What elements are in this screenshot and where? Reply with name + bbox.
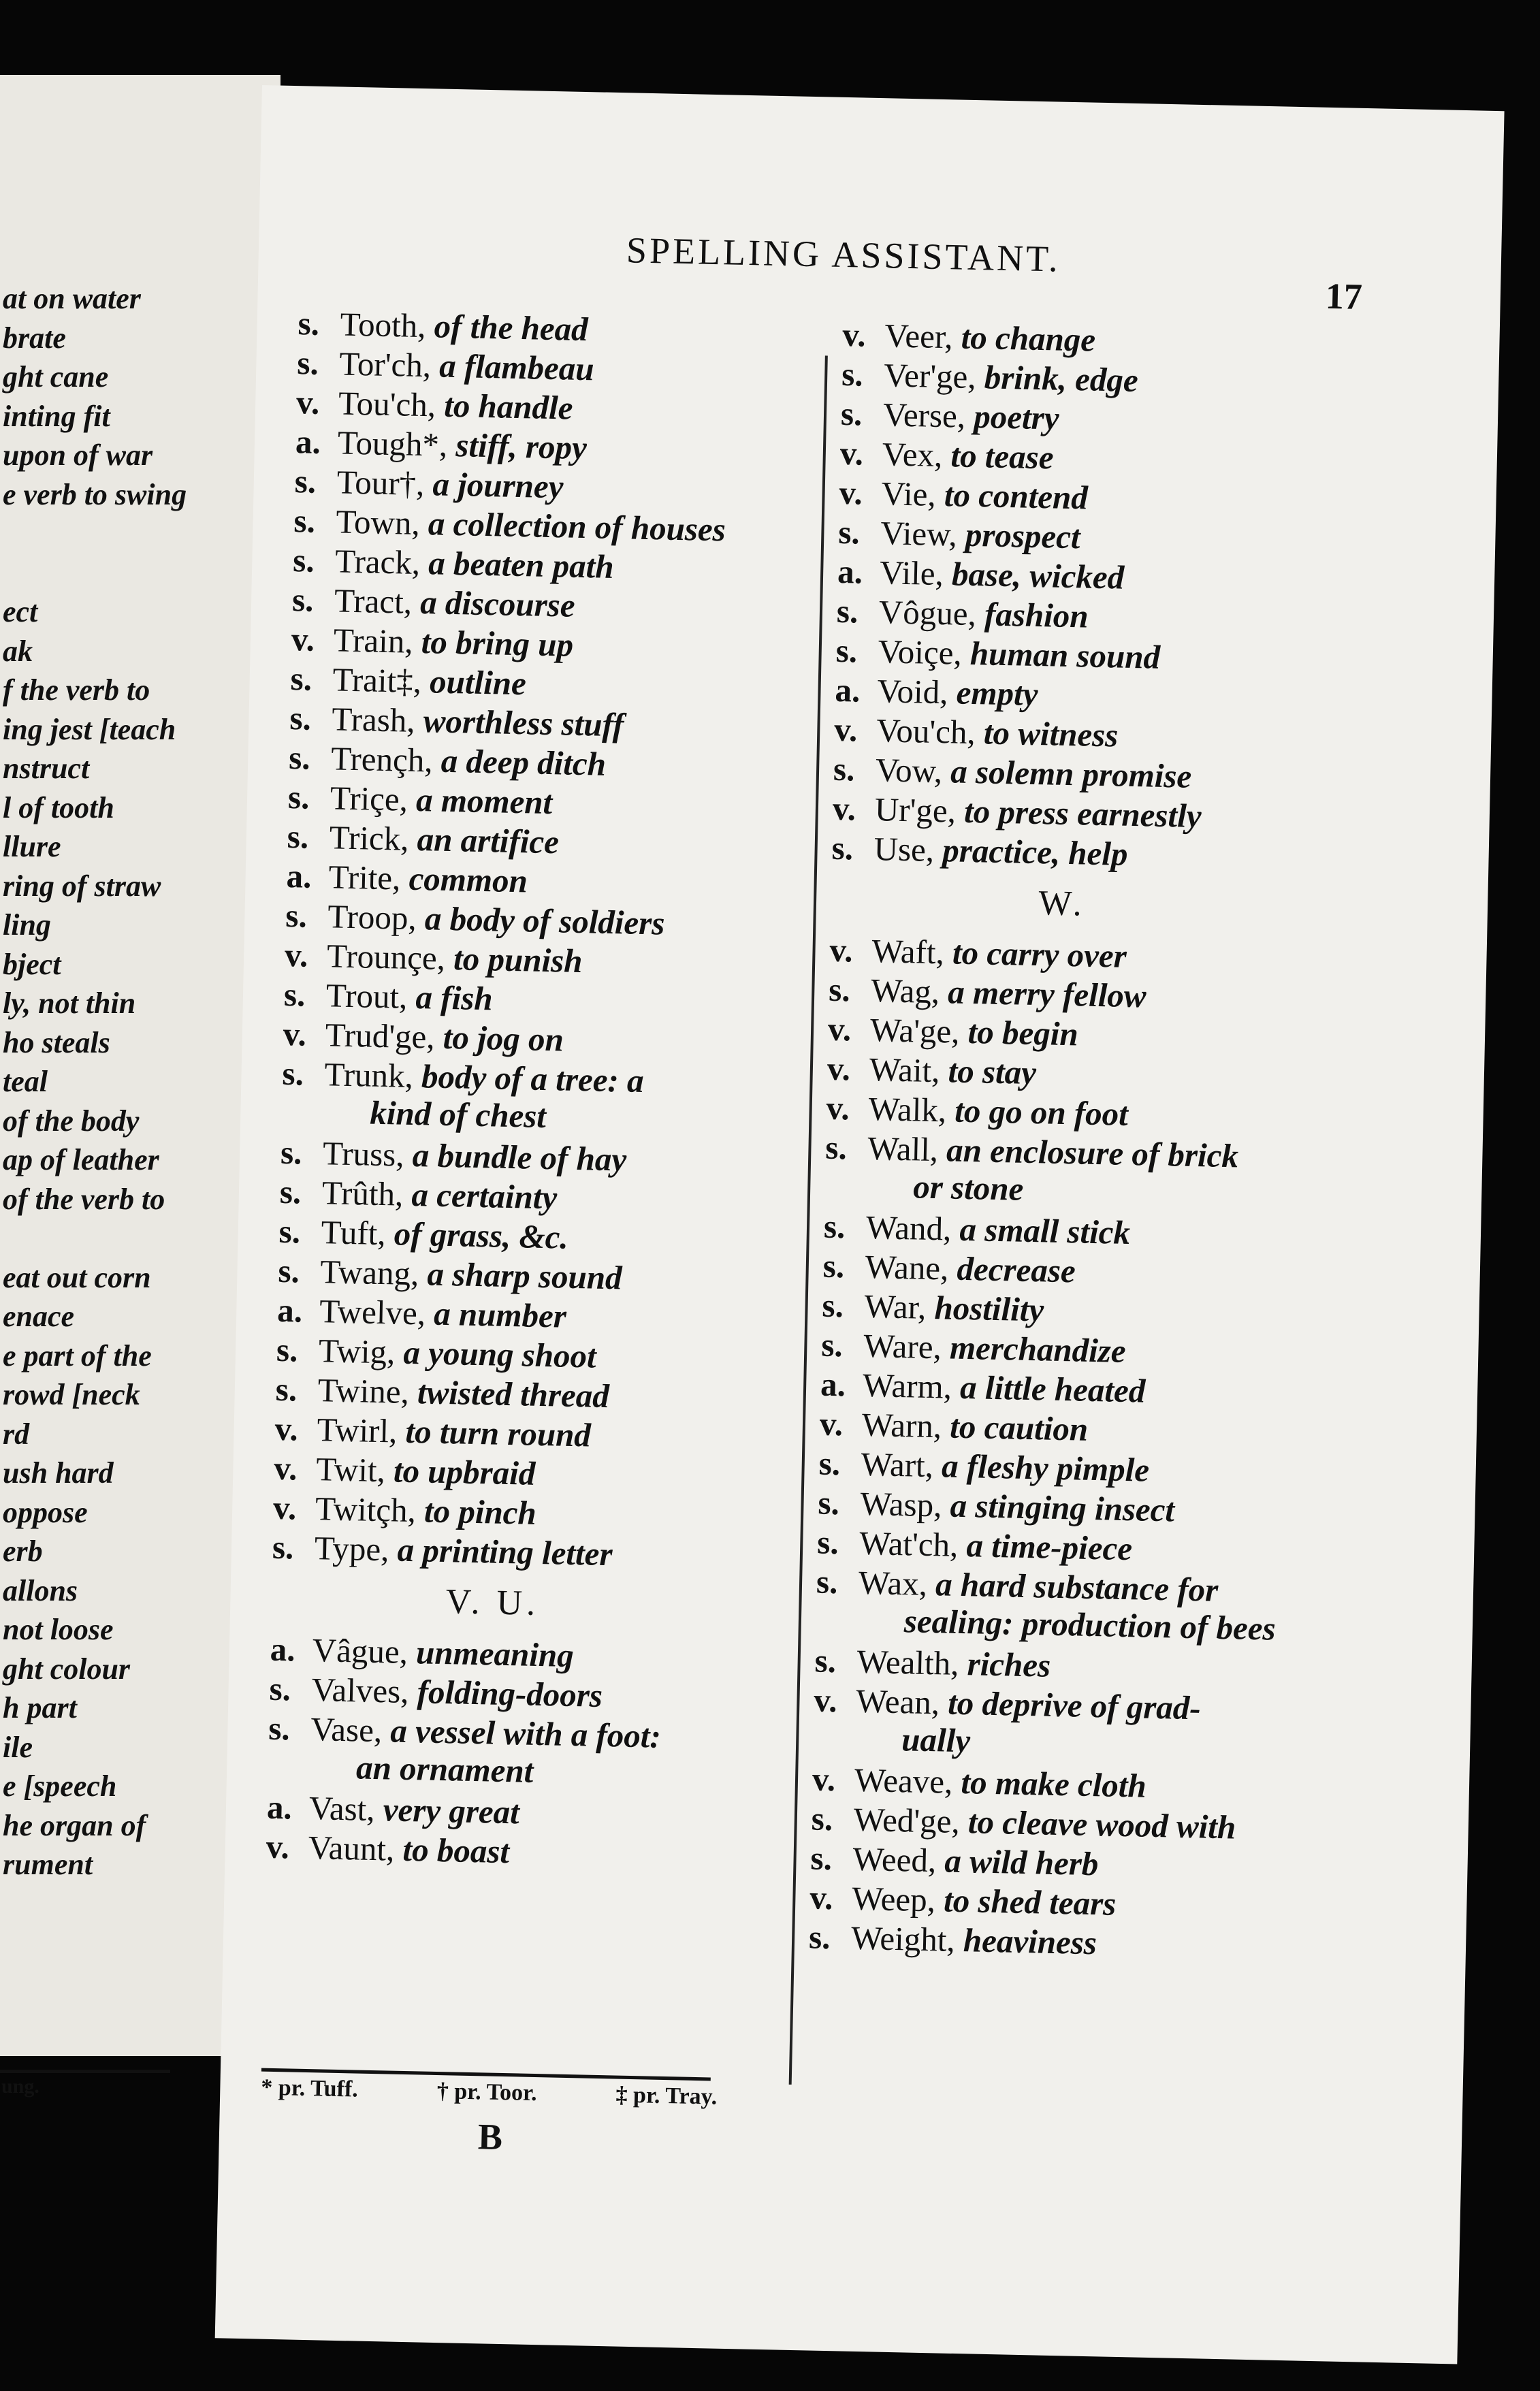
previous-page-line: oppose — [3, 1495, 88, 1529]
definition: to tease — [950, 436, 1055, 477]
headword: Trick, — [329, 818, 410, 858]
definition: a printing letter — [397, 1530, 613, 1573]
part-of-speech: v. — [829, 931, 854, 969]
dictionary-entry — [815, 1562, 1470, 1655]
definition: a sharp sound — [427, 1255, 623, 1297]
definition: human sound — [969, 634, 1161, 676]
part-of-speech: s. — [287, 778, 310, 816]
previous-page-line: nstruct — [3, 752, 90, 785]
definition: to make cloth — [961, 1763, 1147, 1805]
definition: a beaten path — [428, 544, 615, 585]
printer-signature: B — [477, 2116, 503, 2158]
definition: to bring up — [421, 623, 574, 664]
previous-page-line: eat out corn — [3, 1260, 151, 1294]
headword: Twelve, — [319, 1292, 426, 1332]
part-of-speech: a. — [276, 1291, 303, 1330]
previous-page-line: erb — [3, 1535, 43, 1568]
part-of-speech: v. — [813, 1681, 838, 1720]
definition: outline — [429, 662, 527, 703]
definition: riches — [967, 1645, 1051, 1684]
part-of-speech: s. — [810, 1839, 833, 1878]
definition: poetry — [973, 398, 1060, 437]
part-of-speech: s. — [285, 896, 308, 935]
part-of-speech: s. — [276, 1330, 299, 1369]
headword: Vie, — [881, 475, 937, 513]
definition: a fish — [415, 978, 494, 1018]
previous-page-footer: ung. — [1, 2075, 39, 2098]
definition: a hard substance for — [935, 1565, 1219, 1609]
part-of-speech: s. — [272, 1528, 294, 1567]
definition: to caution — [949, 1407, 1089, 1448]
headword: Vast, — [308, 1789, 376, 1829]
part-of-speech: a. — [266, 1788, 293, 1827]
definition: a fleshy pimple — [941, 1447, 1150, 1489]
previous-page-line: rowd [neck — [3, 1378, 140, 1411]
part-of-speech: s. — [282, 1054, 304, 1093]
headword: Vex, — [882, 435, 943, 475]
part-of-speech: s. — [840, 394, 863, 433]
previous-page-line: he organ of — [3, 1808, 146, 1842]
headword: Valves, — [311, 1671, 410, 1711]
headword: Weep, — [851, 1879, 936, 1919]
part-of-speech: v. — [291, 620, 315, 658]
definition: very great — [383, 1791, 520, 1831]
headword: Void, — [876, 672, 949, 711]
headword: Wand, — [865, 1208, 952, 1248]
part-of-speech: v. — [266, 1827, 290, 1866]
section-heading-vu: V. U. — [445, 1582, 540, 1624]
definition: a collection of houses — [428, 504, 726, 549]
part-of-speech: v. — [841, 315, 867, 354]
headword: Trait‡, — [332, 660, 422, 701]
part-of-speech: s. — [298, 304, 320, 342]
previous-page-line: inting fit — [3, 399, 110, 433]
definition: fashion — [984, 595, 1089, 635]
headword: Tooth, — [340, 305, 427, 345]
previous-page-line: at on water — [3, 282, 141, 315]
headword: Weed, — [852, 1840, 937, 1880]
previous-page-line: of the verb to — [3, 1182, 165, 1216]
previous-page-footnote-rule — [0, 2070, 170, 2073]
previous-page-line: not loose — [3, 1613, 114, 1646]
headword: Troop, — [327, 897, 417, 937]
headword: Trash, — [331, 700, 416, 739]
headword: Verse, — [882, 396, 966, 435]
headword: Wait, — [869, 1050, 941, 1090]
headword: Twirl, — [317, 1411, 398, 1450]
headword: Twang, — [319, 1253, 419, 1293]
previous-page-line: bject — [3, 947, 61, 981]
definition: stiff, ropy — [455, 426, 588, 467]
previous-page-line: ush hard — [3, 1456, 114, 1490]
previous-page-line: ile — [3, 1730, 33, 1764]
right-word-column — [809, 315, 1496, 1971]
headword: Tor'ch, — [338, 344, 432, 385]
definition: to boast — [402, 1830, 510, 1871]
part-of-speech: s. — [808, 1918, 831, 1957]
part-of-speech: s. — [291, 581, 315, 619]
part-of-speech: s. — [817, 1483, 840, 1522]
headword: Town, — [336, 502, 421, 542]
headword: Walk, — [868, 1089, 947, 1129]
part-of-speech: a. — [835, 671, 861, 709]
part-of-speech: v. — [812, 1760, 836, 1799]
definition: brink, edge — [984, 358, 1139, 400]
definition: a stinging insect — [950, 1486, 1175, 1529]
part-of-speech: a. — [837, 552, 863, 591]
definition: a merry fellow — [947, 973, 1147, 1015]
headword: Use, — [873, 830, 935, 869]
headword: Ware, — [863, 1326, 942, 1366]
part-of-speech: s. — [287, 818, 309, 856]
part-of-speech: v. — [272, 1488, 297, 1527]
part-of-speech: s. — [277, 1251, 300, 1290]
previous-page-line: l of tooth — [3, 790, 114, 824]
definition: to stay — [948, 1052, 1037, 1092]
part-of-speech: s. — [280, 1133, 303, 1172]
headword: Wax, — [858, 1563, 928, 1603]
part-of-speech: s. — [293, 502, 316, 540]
definition: to cleave wood with — [967, 1803, 1236, 1846]
definition-continuation: kind of chest — [369, 1093, 547, 1136]
headword: Wat'ch, — [859, 1524, 959, 1564]
dictionary-entry — [813, 1681, 1468, 1774]
definition: a journey — [432, 465, 564, 506]
headword: Vase, — [310, 1710, 383, 1750]
headword: Vou'ch, — [876, 711, 976, 752]
previous-page-line: e part of the — [3, 1338, 152, 1373]
part-of-speech: v. — [827, 1010, 852, 1048]
definition: of grass, &c. — [394, 1215, 569, 1256]
definition: to change — [961, 318, 1096, 359]
part-of-speech: v. — [809, 1878, 834, 1917]
headword: Train, — [333, 621, 414, 660]
definition: decrease — [957, 1249, 1076, 1290]
part-of-speech: s. — [296, 344, 319, 382]
definition: to contend — [944, 476, 1089, 517]
definition: an artifice — [417, 820, 560, 861]
headword: Wasp, — [859, 1484, 943, 1524]
previous-page-line: upon of war — [3, 438, 153, 472]
headword: Twig, — [318, 1332, 396, 1371]
definition: to punish — [453, 940, 583, 980]
running-head: SPELLING ASSISTANT. — [626, 229, 1061, 280]
definition-continuation: or stone — [912, 1168, 1024, 1208]
headword: Trounçe, — [326, 937, 446, 977]
previous-page-line: e verb to swing — [3, 477, 187, 511]
definition: heaviness — [963, 1921, 1097, 1962]
part-of-speech: v. — [274, 1409, 299, 1448]
part-of-speech: s. — [292, 541, 315, 579]
definition: twisted thread — [417, 1373, 610, 1415]
part-of-speech: v. — [839, 434, 864, 472]
definition: a deep ditch — [440, 741, 607, 783]
previous-page-line: ing jest [teach — [3, 712, 176, 746]
entries-v-right — [831, 315, 1496, 882]
part-of-speech: s. — [820, 1326, 844, 1364]
section-heading-w: W. — [1038, 884, 1087, 924]
previous-page-line: f the verb to — [3, 673, 150, 707]
headword: Truss, — [322, 1134, 405, 1174]
part-of-speech: s. — [823, 1207, 846, 1246]
headword: Wealth, — [856, 1642, 960, 1682]
part-of-speech: s. — [822, 1286, 844, 1325]
definition: to handle — [443, 386, 574, 427]
definition: a certainty — [411, 1175, 558, 1217]
headword: Twine, — [317, 1371, 410, 1411]
previous-page-line: rument — [3, 1848, 93, 1881]
definition: body of a tree: a — [421, 1057, 645, 1100]
footnotes — [261, 2075, 718, 2111]
part-of-speech: v. — [833, 710, 858, 749]
previous-page-line: ling — [3, 908, 51, 942]
part-of-speech: v. — [827, 1049, 851, 1088]
definition: to begin — [967, 1013, 1079, 1053]
part-of-speech: s. — [837, 513, 861, 551]
part-of-speech: s. — [268, 1709, 291, 1748]
previous-page-line: rd — [3, 1417, 30, 1451]
part-of-speech: v. — [284, 935, 308, 974]
previous-page-line: ho steals — [3, 1025, 110, 1059]
part-of-speech: v. — [295, 383, 320, 421]
part-of-speech: s. — [811, 1799, 833, 1838]
previous-page-line: ly, not thin — [3, 986, 136, 1020]
headword: Triçe, — [330, 779, 408, 818]
previous-page-line: ght colour — [3, 1652, 131, 1686]
definition: an enclosure of brick — [946, 1131, 1239, 1175]
part-of-speech: s. — [290, 660, 312, 698]
headword: Veer, — [884, 317, 954, 356]
page-number: 17 — [1325, 275, 1363, 317]
previous-page-line: teal — [3, 1065, 48, 1098]
part-of-speech: s. — [841, 355, 864, 394]
definition: a flambeau — [438, 347, 595, 388]
definition-continuation: an ornament — [355, 1748, 534, 1790]
definition: to jog on — [443, 1018, 564, 1059]
previous-page-line: of the body — [3, 1104, 140, 1138]
headword: Tough*, — [337, 423, 448, 464]
definition: a wild herb — [944, 1842, 1099, 1883]
definition: a little heated — [959, 1368, 1146, 1410]
part-of-speech: s. — [278, 1212, 301, 1251]
headword: Warn, — [861, 1405, 942, 1445]
definition: a number — [433, 1294, 567, 1335]
part-of-speech: s. — [279, 1172, 302, 1211]
part-of-speech: s. — [835, 631, 858, 670]
headword: Trunk, — [324, 1055, 414, 1095]
headword: Wed'ge, — [853, 1800, 961, 1841]
definition: to press earnestly — [963, 792, 1202, 835]
part-of-speech: s. — [289, 699, 312, 737]
part-of-speech: s. — [288, 739, 311, 777]
definition: to turn round — [405, 1412, 592, 1454]
headword: Wall, — [867, 1129, 939, 1169]
part-of-speech: s. — [828, 970, 851, 1009]
definition: folding-doors — [417, 1673, 603, 1714]
footnote: * pr. Tuff. — [261, 2074, 359, 2102]
definition: of the head — [434, 307, 589, 349]
part-of-speech: s. — [833, 750, 856, 788]
headword: Tou'ch, — [338, 384, 436, 424]
previous-page-line: ring of straw — [3, 869, 161, 903]
definition: base, wicked — [951, 555, 1125, 596]
part-of-speech: s. — [831, 829, 854, 867]
definition: hostility — [933, 1289, 1044, 1329]
headword: Trençh, — [330, 739, 434, 780]
headword: Vâgue, — [312, 1631, 408, 1671]
headword: Ur'ge, — [874, 790, 957, 830]
definition: empty — [956, 673, 1039, 713]
definition: to witness — [983, 713, 1119, 754]
headword: Warm, — [862, 1366, 952, 1406]
definition: a time-piece — [966, 1526, 1133, 1568]
part-of-speech: v. — [273, 1449, 298, 1488]
headword: Twit, — [315, 1450, 386, 1490]
part-of-speech: s. — [814, 1641, 837, 1680]
headword: Type, — [314, 1529, 390, 1569]
part-of-speech: a. — [820, 1365, 846, 1404]
definition: merchandize — [949, 1328, 1127, 1370]
headword: Vile, — [879, 553, 944, 593]
part-of-speech: v. — [826, 1089, 850, 1127]
definition: worthless stuff — [423, 702, 624, 744]
previous-page-line: ap of leather — [3, 1143, 159, 1176]
definition: common — [408, 859, 528, 900]
headword: Weight, — [850, 1919, 956, 1959]
previous-page-line: brate — [3, 321, 66, 355]
part-of-speech: a. — [286, 857, 312, 895]
entries-w — [809, 931, 1483, 1971]
part-of-speech: s. — [824, 1128, 848, 1167]
definition: a bundle of hay — [412, 1136, 627, 1178]
definition: to pinch — [423, 1492, 537, 1532]
part-of-speech: a. — [270, 1630, 296, 1669]
part-of-speech: v. — [832, 789, 856, 828]
headword: Voiçe, — [878, 632, 963, 672]
previous-page-line: ght cane — [3, 360, 109, 394]
previous-page-line — [0, 514, 280, 553]
part-of-speech: s. — [294, 462, 317, 500]
headword: Ver'ge, — [883, 356, 977, 396]
definition: a discourse — [419, 583, 576, 624]
definition: a vessel with a foot: — [389, 1712, 662, 1755]
definition: a solemn promise — [950, 752, 1192, 795]
part-of-speech: s. — [283, 975, 306, 1014]
previous-page-line: allons — [3, 1573, 78, 1607]
headword: Tuft, — [321, 1213, 387, 1253]
definition-continuation: ually — [901, 1720, 971, 1760]
definition: a young shoot — [403, 1333, 597, 1375]
previous-page-line: ak — [3, 634, 33, 668]
footnote: † pr. Toor. — [436, 2079, 537, 2106]
headword: Wa'ge, — [869, 1011, 961, 1050]
headword: View, — [880, 514, 958, 553]
part-of-speech: a. — [295, 423, 321, 461]
headword: Wart, — [861, 1445, 934, 1485]
headword: Vow, — [875, 751, 943, 790]
headword: Track, — [334, 542, 421, 582]
part-of-speech: s. — [836, 592, 859, 630]
headword: Trud'ge, — [325, 1016, 436, 1056]
definition: to shed tears — [943, 1881, 1117, 1923]
definition: practice, help — [942, 831, 1129, 873]
definition: unmeaning — [415, 1633, 575, 1675]
part-of-speech: v. — [839, 473, 863, 512]
book-page — [215, 85, 1505, 2364]
definition: to upbraid — [393, 1451, 536, 1492]
definition: to carry over — [952, 933, 1127, 975]
part-of-speech: s. — [269, 1669, 291, 1708]
previous-page-line: ect — [3, 595, 38, 628]
dictionary-entry — [824, 1128, 1479, 1221]
headword: War, — [864, 1287, 927, 1326]
previous-page-line: h part — [3, 1691, 77, 1724]
headword: Wane, — [865, 1247, 949, 1287]
part-of-speech: v. — [283, 1014, 307, 1053]
headword: Vôgue, — [878, 593, 977, 633]
definition-continuation: sealing: production of bees — [903, 1602, 1277, 1648]
headword: Trout, — [325, 976, 408, 1016]
definition: to deprive of grad- — [947, 1684, 1202, 1727]
part-of-speech: v. — [819, 1405, 844, 1443]
headword: Tract, — [334, 581, 413, 621]
part-of-speech: s. — [275, 1370, 298, 1409]
headword: Twitçh, — [315, 1490, 417, 1530]
headword: Vaunt, — [308, 1828, 395, 1868]
previous-page-line: e [speech — [3, 1769, 117, 1803]
previous-page-line — [0, 553, 280, 593]
headword: Trite, — [328, 858, 401, 897]
headword: Waft, — [871, 932, 945, 972]
definition: a small stick — [959, 1210, 1131, 1252]
part-of-speech: s. — [816, 1562, 839, 1601]
headword: Weave, — [854, 1761, 953, 1801]
part-of-speech: s. — [816, 1523, 839, 1562]
definition: to go on foot — [954, 1091, 1129, 1133]
part-of-speech: s. — [822, 1247, 845, 1285]
footnote: ‡ pr. Tray. — [615, 2082, 718, 2110]
definition: a body of soldiers — [424, 899, 665, 942]
previous-page-line: llure — [3, 830, 61, 863]
headword: Wean, — [855, 1682, 940, 1722]
headword: Wag, — [870, 972, 940, 1011]
definition: a moment — [415, 780, 553, 822]
part-of-speech: s. — [818, 1444, 841, 1483]
previous-page-line: enace — [3, 1300, 75, 1333]
headword: Trûth, — [321, 1174, 404, 1213]
headword: Tour†, — [336, 463, 425, 503]
definition: prospect — [965, 515, 1081, 556]
